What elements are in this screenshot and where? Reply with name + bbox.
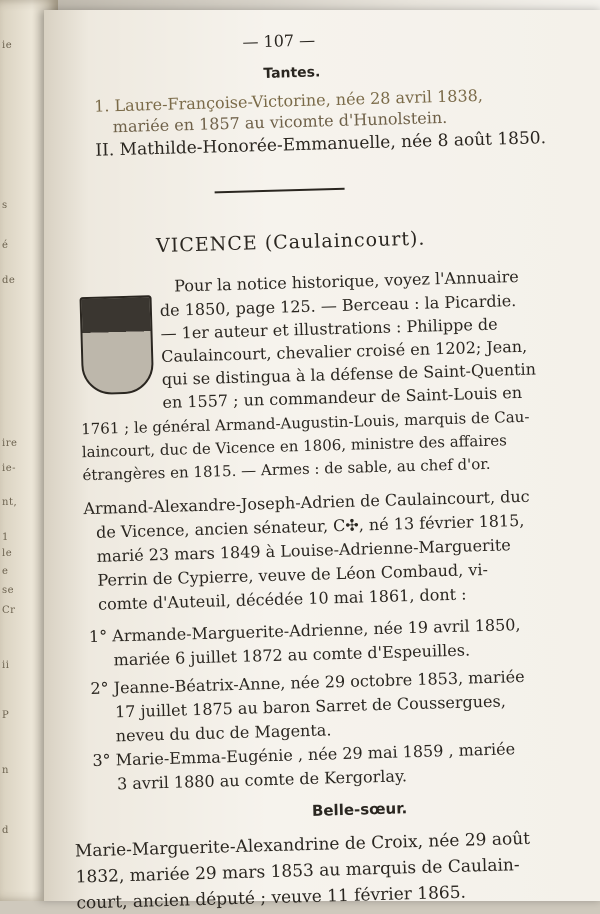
left-page-fragment: nt, (2, 497, 18, 508)
left-page-fragment: d (2, 825, 9, 836)
sister-in-law-line: Marie-Marguerite-Alexandrine de Croix, née 29 août (74, 828, 531, 862)
left-page-fragment: ii (2, 660, 10, 671)
aunts-heading: Tantes. (263, 64, 321, 82)
sister-in-law-line: 1832, mariée 29 mars 1853 au marquis de Caulain- (75, 855, 520, 888)
duke-line: Perrin de Cypierre, veuve de Léon Combaud, vi- (97, 559, 489, 590)
child-line: 17 juillet 1875 au baron Sarret de Coussergues, (114, 691, 507, 722)
duke-line: Armand-Alexandre-Joseph-Adrien de Caulaincourt, duc (83, 486, 530, 519)
left-page-fragment: ire (2, 438, 18, 449)
notice-line: Pour la notice historique, voyez l'Annuaire (173, 266, 520, 296)
left-page-fragment: 1 (2, 532, 9, 543)
duke-line: de Vicence, ancien sénateur, C✣, né 13 février 1815, (95, 510, 525, 542)
notice-line: de 1850, page 125. — Berceau : la Picardie. (159, 291, 517, 320)
notice-line: laincourt, duc de Vicence en 1806, ministre des affaires (81, 431, 508, 462)
aunt-entry: 1. Laure-Françoise-Victorine, née 28 avril 1838, (93, 85, 484, 116)
section-divider (215, 188, 345, 194)
book-page (44, 10, 600, 914)
notice-line: en 1557 ; un commandeur de Saint-Louis en (162, 382, 523, 412)
left-page-fragment: Cr (2, 605, 16, 616)
aunt-entry: II. Mathilde-Honorée-Emmanuelle, née 8 août 1850. (95, 128, 547, 161)
child-line: neveu du duc de Magenta. (115, 720, 332, 746)
notice-line: 1761 ; le général Armand-Augustin-Louis, marquis de Cau- (80, 407, 530, 439)
left-page-fragment: é (2, 240, 9, 251)
left-page-fragment: s (2, 200, 8, 211)
left-page-fragment: e (2, 566, 9, 577)
child-line: 1° Armande-Marguerite-Adrienne, née 19 avril 1850, (88, 615, 521, 647)
left-page-fragment: se (2, 585, 15, 596)
duke-line: marié 23 mars 1849 à Louise-Adrienne-Marguerite (96, 535, 511, 566)
child-line: 3° Marie-Emma-Eugénie , née 29 mai 1859 , mariée (92, 739, 516, 771)
left-page-fragment: P (2, 710, 10, 721)
left-page-fragment: n (2, 765, 9, 776)
left-page-fragment: ie (2, 40, 13, 51)
notice-line: — 1er auteur et illustrations : Philippe de (160, 314, 498, 343)
left-page-fragment: ie- (2, 463, 16, 474)
notice-line: étrangères en 1815. — Armes : de sable, au chef d'or. (82, 454, 491, 485)
notice-line: qui se distingua à la défense de Saint-Quentin (161, 359, 537, 389)
child-line: 2° Jeanne-Béatrix-Anne, née 29 octobre 1853, mariée (90, 666, 525, 699)
sister-in-law-heading: Belle-sœur. (311, 799, 408, 820)
duke-line: comte d'Auteuil, décédée 10 mai 1861, dont : (97, 584, 467, 614)
aunt-entry: mariée en 1857 au vicomte d'Hunolstein. (112, 107, 448, 137)
child-line: 3 avril 1880 au comte de Kergorlay. (116, 766, 408, 794)
left-page-fragment: de (2, 275, 16, 286)
child-line: mariée 6 juillet 1872 au comte d'Espeuilles. (113, 640, 471, 670)
entry-title: VICENCE (Caulaincourt). (155, 227, 426, 258)
shield-icon (80, 295, 155, 395)
left-page-fragment: le (2, 548, 13, 559)
page-content (32, 1, 600, 914)
page-number: — 107 — (242, 30, 316, 52)
sister-in-law-line: court, ancien député ; veuve 11 février 1865. (76, 882, 467, 914)
notice-line: Caulaincourt, chevalier croisé en 1202; Jean, (160, 336, 528, 366)
